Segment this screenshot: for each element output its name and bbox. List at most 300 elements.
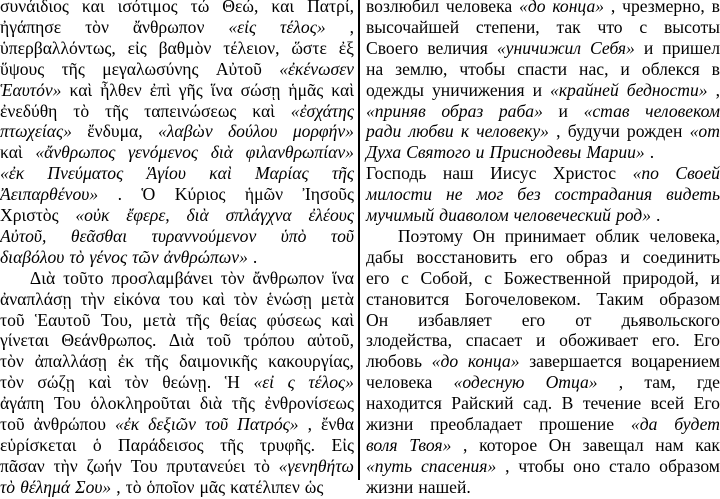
russian-word: дабы: [366, 246, 404, 267]
greek-word: «ἄνθρωπος: [35, 142, 116, 163]
greek-word: δεξιῶν: [148, 414, 196, 434]
greek-word: σώζῃ: [37, 372, 75, 393]
greek-word: διὰ: [210, 142, 233, 163]
greek-word: ἀπαλλάσῃ: [34, 351, 107, 372]
greek-word: ἐκ: [117, 351, 135, 372]
russian-word: уничижения: [432, 79, 525, 100]
greek-word: τὸν: [233, 288, 258, 309]
russian-word: человека: [445, 0, 513, 16]
greek-word: ἐνθρονίσεως: [264, 393, 354, 414]
russian-word: ,: [610, 0, 616, 16]
russian-word: Христос: [552, 163, 617, 184]
greek-word: φύσεως: [266, 309, 321, 330]
russian-word: «став: [583, 100, 630, 121]
russian-word: не: [445, 184, 463, 205]
russian-word: В: [561, 393, 574, 414]
russian-word: Божественной: [503, 267, 611, 288]
russian-word: Его: [693, 330, 720, 351]
greek-word: τὴν: [53, 455, 78, 476]
russian-word: образом: [659, 455, 720, 476]
russian-word: Собой,: [420, 267, 473, 288]
russian-word: мучимый: [366, 205, 435, 225]
greek-word: τὸ: [254, 455, 270, 476]
russian-word: становится: [366, 288, 450, 309]
greek-word: ἀνθρώπων»: [163, 246, 248, 267]
russian-word: «путь: [366, 455, 413, 476]
russian-word: Отца»: [545, 372, 598, 393]
russian-word: бедности»: [626, 79, 708, 100]
russian-word: воля: [366, 434, 398, 455]
russian-word: .: [649, 142, 655, 163]
russian-word: природой,: [622, 267, 699, 288]
greek-word: Αὐτοῦ,: [0, 225, 47, 246]
greek-word: του: [168, 288, 194, 309]
greek-word: τέλος»: [280, 16, 326, 37]
russian-word: его: [529, 246, 554, 267]
russian-word: Он: [472, 225, 495, 246]
greek-word: τὸ: [69, 246, 85, 267]
greek-word: διὰ: [186, 205, 209, 225]
russian-word: ,: [715, 79, 720, 100]
greek-word: «ἐκ: [0, 163, 25, 184]
russian-text-column: [366, 0, 720, 497]
greek-word: τοῦ: [330, 225, 354, 246]
greek-word: .: [252, 246, 258, 267]
greek-word: διὰ: [199, 393, 223, 414]
russian-word: ,: [463, 434, 468, 455]
greek-word: καὶ: [0, 142, 23, 163]
russian-word: «уничижил: [496, 37, 582, 58]
greek-text-column: [0, 0, 354, 497]
russian-word: которое: [479, 434, 538, 455]
greek-word: μετὰ: [320, 288, 354, 309]
greek-word: θεᾶσθαι: [70, 225, 128, 246]
greek-word: ἄνθρωπον: [252, 267, 325, 288]
greek-word: ἀγάπη: [0, 393, 45, 414]
russian-word: его.: [652, 330, 680, 351]
greek-word: ἐξ: [338, 37, 354, 58]
greek-word: Χριστὸς: [0, 205, 59, 225]
greek-word: διαβόλου: [0, 246, 65, 267]
russian-word: соединить: [642, 246, 720, 267]
greek-word: ἵνα: [332, 267, 354, 288]
russian-word: «до: [519, 0, 546, 16]
greek-word: τοῦ: [204, 414, 229, 434]
russian-word: наш: [442, 163, 474, 184]
greek-word: τέλειον,: [223, 37, 280, 58]
greek-word: Ἁγίου: [146, 163, 186, 184]
russian-word: Твоя»: [409, 434, 452, 455]
greek-word: τοῦ: [0, 309, 25, 330]
russian-word: Себя»: [590, 37, 635, 58]
greek-word: Του: [130, 455, 158, 476]
russian-word: видеть: [666, 184, 720, 205]
russian-word: воцарением: [631, 351, 720, 372]
russian-word: образ: [566, 246, 608, 267]
russian-word: человеком: [645, 100, 720, 121]
greek-word: καὶ: [69, 79, 93, 100]
russian-word: и: [535, 330, 546, 351]
greek-word: ἀναπλάσῃ: [0, 288, 72, 309]
greek-word: και: [271, 0, 295, 16]
greek-word: σώσῃ: [240, 79, 281, 100]
greek-word: τέλος»: [308, 372, 354, 393]
russian-word: «до: [431, 351, 459, 372]
russian-word: облик: [595, 225, 640, 246]
russian-word: Марии»: [586, 142, 645, 163]
greek-word: Ἑαυτόν»: [0, 79, 62, 100]
greek-word: Μαρίας: [254, 163, 309, 184]
russian-word: милости: [366, 184, 433, 205]
russian-word: чтобы: [459, 58, 506, 79]
russian-word: человеческий: [513, 205, 611, 225]
greek-word: τοῦ: [206, 330, 232, 351]
greek-word: «ἐκένωσεν: [279, 58, 354, 79]
russian-word: «приняв: [366, 100, 426, 121]
russian-word: Своего: [366, 37, 419, 58]
russian-word: рожден: [626, 121, 683, 142]
greek-word: μᾶς: [199, 476, 226, 497]
greek-word: Πατρί,: [307, 0, 354, 16]
russian-word: «да: [630, 414, 658, 434]
greek-word: δούλου: [227, 121, 278, 142]
greek-word: τώ: [190, 0, 210, 16]
greek-word: θείας: [219, 309, 257, 330]
greek-word: ὑπερβαλλόντως,: [0, 37, 116, 58]
russian-word: Он: [366, 309, 389, 330]
russian-word: дьявольского: [621, 309, 720, 330]
russian-word: человеку»: [476, 121, 549, 142]
greek-word: μορφήν»: [292, 121, 354, 142]
greek-word: Αὐτοῦ: [215, 58, 262, 79]
russian-word: и: [620, 246, 630, 267]
greek-word: τῆς: [61, 58, 85, 79]
russian-word: Поэтому: [397, 225, 463, 246]
greek-word: ἡμῶν: [244, 184, 284, 205]
greek-word: τὸ: [125, 476, 142, 497]
greek-word: Παράδεισος: [118, 434, 204, 455]
russian-word: «одесную: [453, 372, 525, 393]
greek-word: τὸν: [124, 372, 149, 393]
russian-word: с: [401, 267, 409, 288]
greek-word: θεώνῃ.: [162, 372, 212, 393]
russian-word: нас,: [579, 58, 609, 79]
russian-word: в: [711, 0, 720, 16]
russian-word: от: [575, 309, 592, 330]
greek-word: εὑρίσκεται: [0, 434, 77, 455]
russian-word: Духа: [366, 142, 402, 163]
greek-word: ὁποῖον: [146, 476, 195, 497]
greek-word: ἐπὶ: [149, 79, 171, 100]
russian-word: где: [696, 372, 720, 393]
russian-word: степени,: [475, 16, 540, 37]
russian-word: облекся: [641, 58, 700, 79]
russian-word: и: [643, 37, 654, 58]
greek-word: τῆς: [105, 100, 129, 121]
greek-word: Ἑαυτοῦ: [34, 309, 91, 330]
greek-word: ὁλοκληροῦται: [90, 393, 191, 414]
greek-word: «ἐκ: [114, 414, 140, 434]
russian-word: ,: [618, 372, 624, 393]
russian-word: Таким: [596, 288, 644, 309]
russian-word: «от: [689, 121, 720, 142]
greek-word: σπλάγχνα: [225, 205, 292, 225]
russian-word: преобладает: [430, 414, 523, 434]
russian-word: землю,: [395, 58, 448, 79]
russian-word: ,: [556, 121, 561, 142]
russian-word: в: [711, 58, 720, 79]
greek-word: τρυφῆς.: [259, 434, 316, 455]
russian-word: спасает: [465, 330, 523, 351]
greek-word: γίνεται: [0, 330, 49, 351]
russian-word: жизни: [366, 414, 414, 434]
russian-word: спасения»: [420, 455, 497, 476]
russian-word: чтобы: [518, 455, 565, 476]
russian-word: течение: [582, 393, 642, 414]
greek-word: μετὰ: [142, 309, 176, 330]
greek-word: Θεάνθρωπος.: [61, 330, 157, 351]
greek-word: ἦλθεν: [100, 79, 142, 100]
russian-word: Своей: [675, 163, 720, 184]
russian-word: нам: [655, 434, 684, 455]
greek-word: τυραννούμενον: [151, 225, 257, 246]
greek-word: Σου»: [75, 476, 112, 497]
greek-word: συνάιδιος: [0, 0, 69, 16]
greek-word: «ἐσχάτης: [290, 100, 354, 121]
russian-word: конца»: [467, 351, 520, 372]
greek-word: Ἰησοῦς: [302, 184, 354, 205]
russian-word: Райский: [451, 393, 514, 414]
greek-word: δαιμονικῆς: [179, 351, 258, 372]
russian-word: к: [460, 121, 470, 142]
russian-word: ,: [505, 455, 510, 476]
greek-word: τὴν: [80, 288, 105, 309]
greek-word: Ὁ: [141, 184, 156, 205]
greek-word: ἀνθρώπου: [33, 414, 106, 434]
greek-word: ἡμᾶς: [288, 79, 324, 100]
russian-word: без: [517, 184, 541, 205]
greek-word: «λαβὼν: [157, 121, 213, 142]
greek-word: τοῦτο: [63, 267, 104, 288]
greek-word: κατέλιπεν: [230, 476, 300, 497]
russian-word: любовь: [366, 351, 423, 372]
greek-word: ὥστε: [291, 37, 327, 58]
greek-word: τὸ: [73, 100, 90, 121]
russian-word: высоты: [663, 16, 720, 37]
russian-word: чрезмерно,: [622, 0, 705, 16]
greek-word: «οὐκ: [75, 205, 110, 225]
russian-word: так: [556, 16, 581, 37]
russian-word: величия: [427, 37, 488, 58]
greek-word: πᾶσαν: [0, 455, 45, 476]
russian-word: и: [710, 267, 720, 288]
russian-word: там,: [644, 372, 676, 393]
greek-word: πτωχείας»: [0, 121, 72, 142]
russian-word: Богочеловеком.: [464, 288, 581, 309]
russian-word: его: [366, 267, 390, 288]
greek-word: Διὰ: [168, 330, 195, 351]
greek-text-line: [0, 475, 354, 499]
greek-word: «εἰ: [253, 372, 275, 393]
greek-word: ἔνδυμα,: [87, 121, 143, 142]
russian-word: Господь: [366, 163, 427, 184]
russian-word: сострадания: [554, 184, 653, 205]
russian-word: человека: [366, 372, 433, 393]
greek-word: Ἡ: [224, 372, 240, 393]
greek-word: καὶ: [209, 163, 232, 184]
greek-word: τῆς: [331, 163, 354, 184]
russian-word: будучи: [567, 121, 620, 142]
greek-word: γενόμενος: [128, 142, 199, 163]
greek-word: και: [81, 0, 105, 16]
greek-word: ἄνθρωπον: [132, 16, 205, 37]
russian-word: жизни: [366, 476, 414, 497]
greek-word: φιλανθρωπίαν»: [245, 142, 354, 163]
russian-word: «по: [632, 163, 659, 184]
greek-word: «γενηθήτω: [278, 455, 354, 476]
russian-word: диаволом: [439, 205, 509, 225]
russian-word: Святого: [406, 142, 471, 163]
russian-word: завещал: [582, 434, 644, 455]
greek-word: Ἀειπαρθένου»: [0, 184, 99, 205]
russian-word: высочайшей: [366, 16, 460, 37]
russian-word: .: [656, 205, 661, 225]
russian-word: злодейства,: [366, 330, 452, 351]
russian-word: завершается: [529, 351, 622, 372]
russian-word: находится: [366, 393, 442, 414]
russian-word: и: [558, 100, 568, 121]
russian-word: Иисус: [490, 163, 537, 184]
russian-word: всей: [650, 393, 685, 414]
greek-word: Κύριος: [174, 184, 226, 205]
russian-word: на: [366, 58, 384, 79]
russian-word: что: [597, 16, 623, 37]
russian-word: восстановить: [416, 246, 517, 267]
greek-word: ,: [307, 414, 312, 434]
greek-word: τῶν: [132, 246, 159, 267]
russian-word: принимает: [504, 225, 586, 246]
russian-word: спасти: [517, 58, 568, 79]
russian-word: и: [532, 79, 542, 100]
russian-word: стало: [609, 455, 651, 476]
greek-word: τρόπου: [243, 330, 295, 351]
greek-word: ζωήν: [86, 455, 122, 476]
russian-word: прошение: [539, 414, 615, 434]
greek-word: Θεώ,: [222, 0, 259, 16]
greek-word: .: [117, 184, 122, 205]
greek-word: ὑπὸ: [280, 225, 307, 246]
greek-word: ἐλέους: [308, 205, 354, 225]
greek-word: Πνεύματος: [47, 163, 124, 184]
greek-word: εἰκόνα: [113, 288, 161, 309]
greek-word: καὶ: [331, 309, 354, 330]
greek-word: καὶ: [202, 288, 225, 309]
greek-word: Του: [53, 393, 81, 414]
russian-word: Он: [548, 434, 571, 455]
greek-word: ταπεινώσεως: [144, 100, 237, 121]
greek-word: ισότιμος: [117, 0, 178, 16]
russian-word: человека,: [649, 225, 720, 246]
russian-word: одежды: [366, 79, 424, 100]
greek-word: ἠγάπησε: [0, 16, 62, 37]
russian-word: его: [521, 309, 546, 330]
greek-word: τῆς: [186, 309, 210, 330]
greek-word: ,: [116, 476, 121, 497]
greek-word: γῆς: [178, 79, 203, 100]
greek-word: κακουργίας,: [268, 351, 354, 372]
russian-word: будет: [674, 414, 720, 434]
russian-word: обоживает: [559, 330, 639, 351]
russian-word: и: [620, 58, 630, 79]
greek-word: προσλαμβάνει: [111, 267, 213, 288]
greek-word: «εἰς: [228, 16, 257, 37]
greek-word: ὡς: [304, 476, 324, 497]
greek-word: τῆς: [144, 351, 169, 372]
greek-word: ,: [349, 16, 354, 37]
greek-word: γένος: [89, 246, 128, 267]
greek-word: τὸν: [0, 372, 24, 393]
greek-word: βαθμὸν: [158, 37, 212, 58]
russian-word: сад.: [522, 393, 553, 414]
russian-word: мог: [476, 184, 504, 205]
greek-word: τὸν: [85, 16, 109, 37]
russian-word: с: [639, 16, 648, 37]
greek-word: ὕψους: [0, 58, 45, 79]
russian-word: оно: [573, 455, 601, 476]
russian-word: и: [475, 142, 485, 163]
russian-word: образом: [659, 288, 720, 309]
greek-word: Εἰς: [331, 434, 354, 455]
russian-word: «крайней: [550, 79, 619, 100]
russian-word: раба»: [498, 100, 543, 121]
greek-word: τὸν: [0, 351, 24, 372]
column-divider: [358, 0, 360, 480]
greek-word: ἐνεδύθη: [0, 100, 58, 121]
greek-word: καὶ: [88, 372, 112, 393]
greek-word: μεγαλωσύνης: [102, 58, 199, 79]
greek-word: καὶ: [331, 79, 354, 100]
russian-word: с: [484, 267, 493, 288]
greek-word: τῆς: [231, 393, 255, 414]
russian-word: любви: [408, 121, 454, 142]
greek-word: ς: [287, 372, 295, 393]
greek-word: ἑνώσῃ: [266, 288, 312, 309]
greek-word: ἔνθα: [321, 414, 354, 434]
greek-word: τὸ: [0, 476, 16, 497]
greek-word: θέλημά: [20, 476, 71, 497]
russian-word: пришел: [662, 37, 720, 58]
greek-word: τοῦ: [0, 414, 25, 434]
russian-word: Приснодевы: [489, 142, 582, 163]
greek-word: τῆς: [220, 434, 244, 455]
russian-word: как: [695, 434, 720, 455]
greek-word: ἔφερε,: [126, 205, 170, 225]
greek-word: ἵνα: [210, 79, 233, 100]
greek-word: Πατρός»: [237, 414, 299, 434]
greek-word: τὸν: [220, 267, 245, 288]
russian-word: конца»: [552, 0, 605, 16]
russian-word: избавляет: [418, 309, 492, 330]
russian-word: род»: [615, 205, 651, 225]
greek-word: Διὰ: [29, 267, 56, 288]
russian-word: образ: [441, 100, 484, 121]
greek-word: ὁ: [92, 434, 102, 455]
greek-word: εἰς: [127, 37, 147, 58]
russian-text-line: [366, 475, 720, 499]
greek-word: καὶ: [252, 100, 275, 121]
russian-word: ради: [366, 121, 402, 142]
russian-word: Его: [693, 393, 720, 414]
